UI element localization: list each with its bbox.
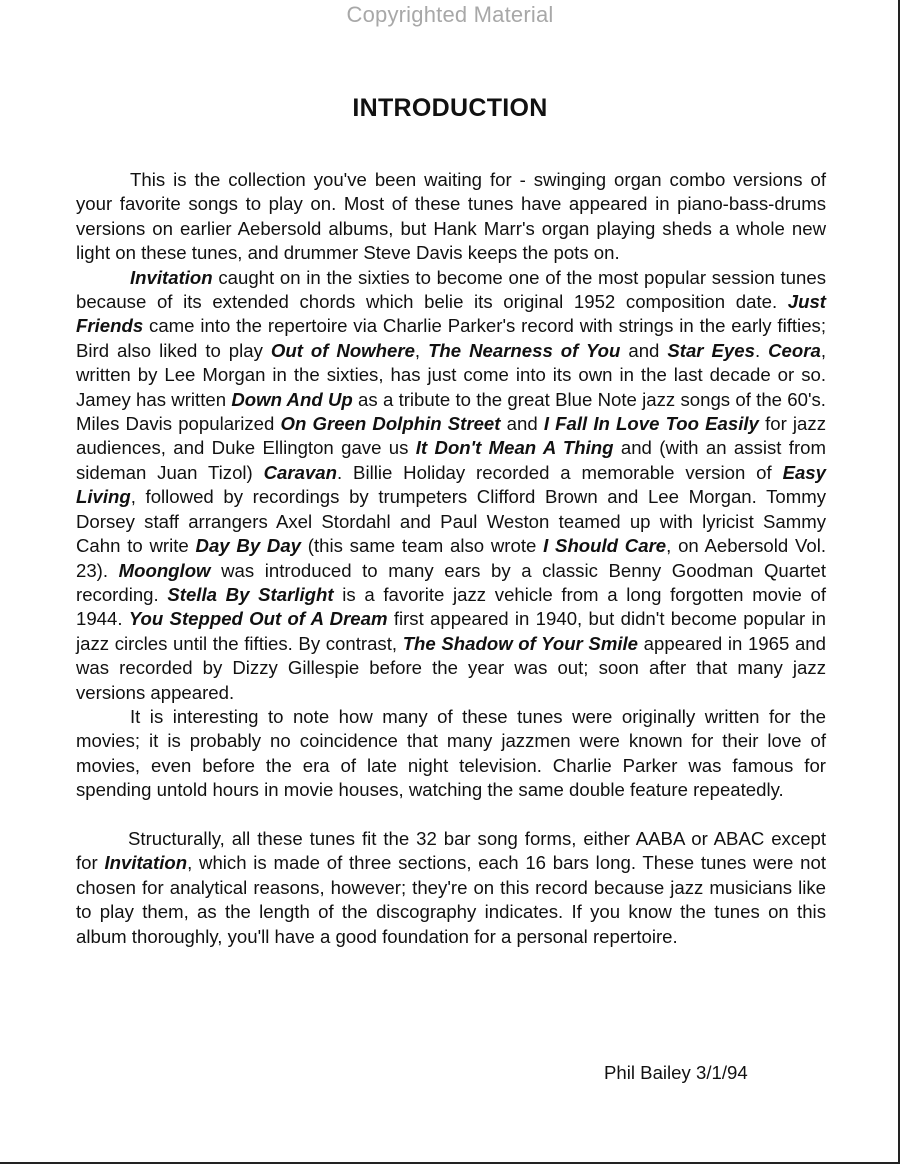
tune-title: Caravan [263, 461, 338, 483]
paragraph-text: This is the collection you've been waiting for - swinging organ combo versions of your favorite songs to play on. Most of these tunes have appeared in piano-bass-drums versions on earlier Aebersold albums, but Hank Marr's organ playing sheds a whole new light on these tunes, and drummer Steve Davis keeps the pots on. [76, 169, 826, 264]
tune-title: Just Friends [76, 291, 826, 337]
paragraph-text: is a favorite jazz vehicle from a long forgotten movie of 1944. [76, 583, 826, 630]
paragraph-text: , on Aebersold Vol. 23). [76, 535, 827, 581]
tune-title: I Fall In Love Too Easily [543, 413, 759, 435]
paragraph-text: and [500, 413, 544, 435]
tune-title: You Stepped Out of A Dream [128, 608, 388, 630]
paragraph-tunes [76, 266, 826, 705]
tune-title: Star Eyes [667, 339, 755, 361]
paragraph-movies [76, 705, 826, 803]
tune-title: The Nearness of You [428, 339, 621, 361]
paragraph-structure [76, 827, 826, 949]
tune-title: Moonglow [118, 559, 211, 581]
paragraph-text: appeared in 1965 and was recorded by Dizzy Gillespie before the year was out; soon after that many jazz versions appeared. [76, 632, 826, 703]
paragraph-text: was introduced to many ears by a classic Benny Goodman Quartet recording. [76, 559, 826, 605]
introduction-body [76, 168, 826, 949]
tune-title: Invitation [104, 852, 188, 874]
paragraph-text: . Billie Holiday recorded a memorable version of [337, 461, 783, 483]
paragraph-intro [76, 168, 826, 266]
copyright-watermark: Copyrighted Material [346, 2, 554, 27]
tune-title: I Should Care [543, 535, 667, 557]
paragraph-text: , written by Lee Morgan in the sixties, has just come into its own in the last decade or so. Jamey has written [76, 339, 826, 410]
tune-title: The Shadow of Your Smile [402, 632, 639, 654]
tune-title: Easy Living [76, 461, 826, 508]
page-title: INTRODUCTION [352, 94, 548, 122]
paragraph-text: and (with an assist from sideman Juan Tizol) [76, 437, 826, 483]
tune-title: Invitation [130, 266, 213, 288]
paragraph-text: for jazz audiences, and Duke Ellington gave us [76, 413, 826, 459]
tune-title: Ceora [768, 339, 821, 361]
paragraph-text: as a tribute to the great Blue Note jazz songs of the 60's. Miles Davis popularized [76, 388, 826, 435]
paragraph-text: came into the repertoire via Charlie Parker's record with strings in the early fifties; Bird also liked to play [76, 315, 826, 361]
tune-title: Down And Up [231, 388, 353, 410]
tune-title: It Don't Mean A Thing [415, 437, 614, 459]
paragraph-text: first appeared in 1940, but didn't become popular in jazz circles until the fifties. By contrast, [76, 608, 826, 654]
tune-title: Stella By Starlight [167, 583, 334, 605]
author-signature: Phil Bailey 3/1/94 [604, 1062, 748, 1083]
tune-title: Day By Day [195, 535, 302, 557]
paragraph-text: and [620, 339, 668, 361]
paragraph-text: (this same team also wrote [301, 535, 544, 557]
tune-title: Out of Nowhere [270, 339, 415, 361]
paragraph-text: , followed by recordings by trumpeters Clifford Brown and Lee Morgan. Tommy Dorsey staff arrangers Axel Stordahl and Paul Weston teamed up with lyricist Sammy Cahn to write [76, 486, 826, 557]
paragraph-text: . [754, 339, 769, 361]
tune-title: On Green Dolphin Street [280, 413, 501, 435]
paragraph-text: It is interesting to note how many of these tunes were originally written for the movies; it is probably no coincidence that many jazzmen were known for their love of movies, even before the era of late night television. Charlie Parker was famous for spending untold hours in movie houses, watching the same double feature repeatedly. [76, 705, 826, 801]
paragraph-text: caught on in the sixties to become one of the most popular session tunes because of its extended chords which belie its original 1952 composition date. [76, 266, 826, 313]
paragraph-text: Structurally, all these tunes fit the 32 bar song forms, either AABA or ABAC except for [76, 827, 826, 874]
paragraph-text: , which is made of three sections, each 16 bars long. These tunes were not chosen for analytical reasons, however; they're on this record because jazz musicians like to play them, as the length of the discography indicates. If you know the tunes on this album thoroughly, you'll have a good foundation for a personal repertoire. [76, 852, 826, 947]
paragraph-text: , [414, 339, 429, 361]
